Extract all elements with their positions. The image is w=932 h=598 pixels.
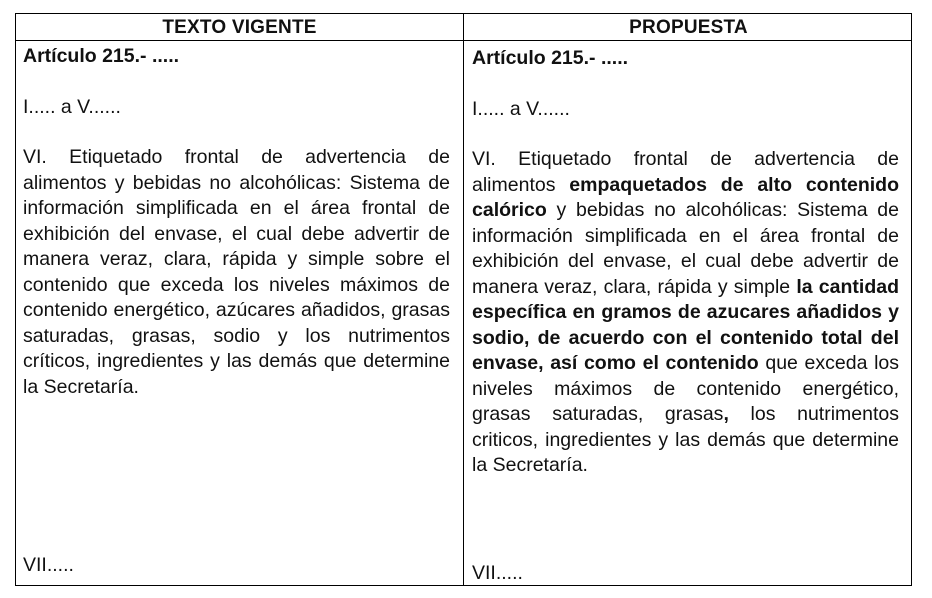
column-divider bbox=[463, 14, 464, 585]
fraction-vi-bold-part: empaquetados de alto contenido calórico bbox=[472, 173, 900, 221]
fraction-range: I..... a V...... bbox=[472, 97, 570, 120]
article-heading: Artículo 215.- ..... bbox=[472, 47, 629, 69]
comparison-table bbox=[15, 13, 912, 586]
fraction-vi-part: VI. Etiquetado frontal de advertencia de alimentos bbox=[472, 148, 899, 196]
fraction-vii: VII..... bbox=[472, 562, 523, 584]
fraction-vii: VII..... bbox=[23, 554, 74, 576]
fraction-vi-part: y bebidas no alcohólicas: Sistema de información simplificada en el área frontal de exhibición del envase, el cual debe advertir de manera veraz, clara, rápida y simple bbox=[472, 199, 899, 298]
fraction-vi-bold-part: , bbox=[723, 403, 729, 425]
column-propuesta bbox=[472, 46, 899, 479]
fraction-vi-text bbox=[472, 147, 899, 479]
column-texto-vigente bbox=[23, 44, 450, 400]
fraction-vi-bold-part: la cantidad específica en gramos de azucares añadidos y sodio, de acuerdo con el contenido total del envase, así como el contenido bbox=[472, 275, 899, 374]
header-divider bbox=[16, 40, 911, 41]
article-heading: Artículo 215.- ..... bbox=[23, 45, 180, 67]
fraction-vi-part: que exceda los niveles máximos de contenido energético, grasas saturadas, grasas bbox=[472, 352, 899, 425]
header-texto-vigente: TEXTO VIGENTE bbox=[162, 17, 317, 38]
fraction-vi-part: los nutrimentos criticos, ingredientes y las demás que determine la Secretaría. bbox=[472, 403, 899, 476]
header-propuesta: PROPUESTA bbox=[629, 17, 748, 38]
fraction-range: I..... a V...... bbox=[23, 95, 121, 118]
fraction-vi-text: VI. Etiquetado frontal de advertencia de alimentos y bebidas no alcohólicas: Sistema de información simplificada en el área frontal de exhibición del envase, el cual debe advertir de manera veraz, clara, rápida y simple sobre el contenido que exceda los niveles máximos de contenido energético, azúcares añadidos, grasas saturadas, grasas, sodio y los nutrimentos críticos, ingredientes y las demás que determine la Secretaría. bbox=[23, 146, 450, 398]
